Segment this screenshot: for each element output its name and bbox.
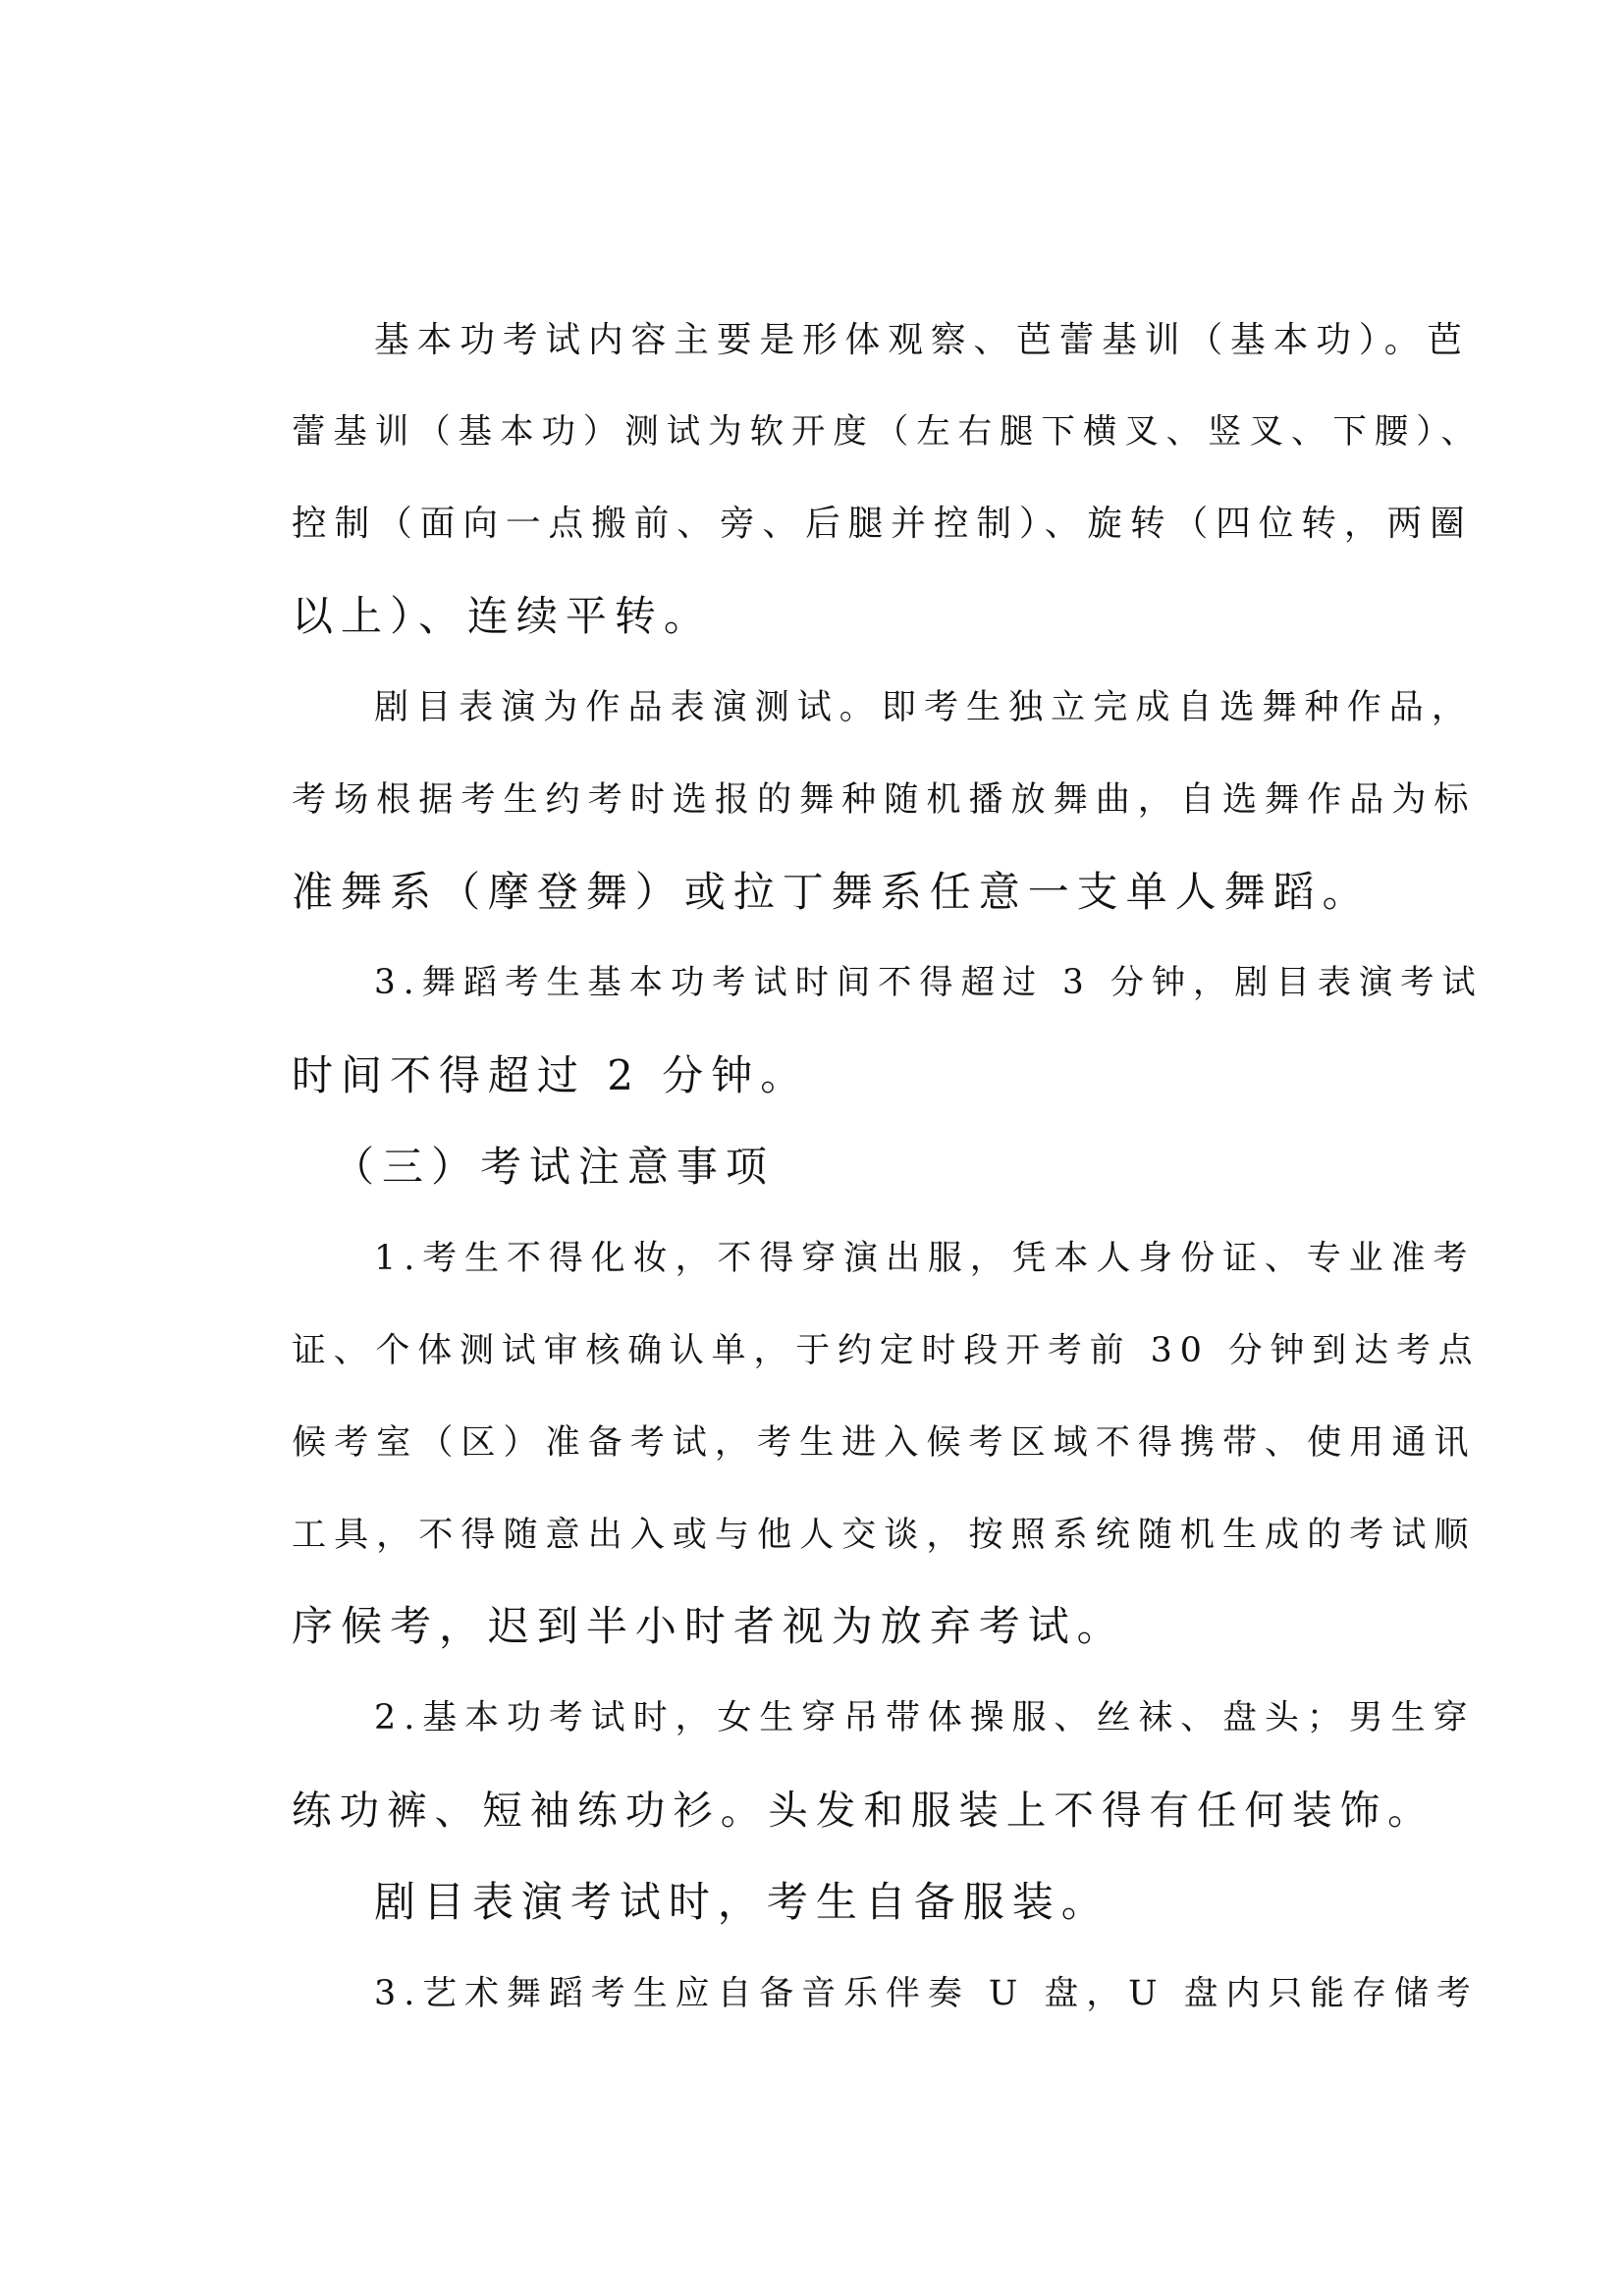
text-line: 2.基本功考试时，女生穿吊带体操服、丝袜、盘头；男生穿 [374, 1697, 1476, 1737]
text-line: 序候考，迟到半小时者视为放弃考试。 [292, 1602, 1126, 1651]
text-line: 工具，不得随意出入或与他人交谈，按照系统随机生成的考试顺 [292, 1514, 1477, 1555]
text-line: 3.舞蹈考生基本功考试时间不得超过 3 分钟，剧目表演考试 [374, 963, 1484, 1003]
heading-text: （三）考试注意事项 [333, 1143, 775, 1192]
text-line: 时间不得超过 2 分钟。 [292, 1050, 810, 1099]
text-line: 考场根据考生约考时选报的舞种随机播放舞曲，自选舞作品为标 [292, 778, 1477, 820]
text-line: 基本功考试内容主要是形体观察、芭蕾基训（基本功）。芭 [374, 320, 1470, 360]
paragraph-time-limit [209, 937, 1484, 1121]
paragraph-notice-1 [209, 1213, 1481, 1673]
paragraph-notice-2 [209, 1673, 1476, 1856]
text-line: 3.艺术舞蹈考生应自备音乐伴奏 U 盘，U 盘内只能存储考 [374, 1973, 1479, 2013]
paragraph-basic-skills [209, 294, 1483, 662]
text-line: 蕾基训（基本功）测试为软开度（左右腿下横叉、竖叉、下腰）、 [292, 411, 1483, 452]
text-line: 控制（面向一点搬前、旁、后腿并控制）、旋转（四位转，两圈 [292, 504, 1473, 545]
text-line: 1.考生不得化妆，不得穿演出服，凭本人身份证、专业准考 [374, 1238, 1476, 1278]
text-line: 练功裤、短袖练功衫。头发和服装上不得有任何装饰。 [292, 1786, 1435, 1834]
paragraph-repertoire [209, 662, 1477, 937]
text-line: 准舞系（摩登舞）或拉丁舞系任意一支单人舞蹈。 [292, 867, 1372, 916]
section-heading [209, 1121, 1427, 1213]
text-line: 剧目表演考试时，考生自备服装。 [374, 1878, 1110, 1927]
text-line: 以上）、连续平转。 [292, 591, 713, 640]
text-line: 候考室（区）准备考试，考生进入候考区域不得携带、使用通讯 [292, 1422, 1477, 1464]
text-line: 剧目表演为作品表演测试。即考生独立完成自选舞种作品， [374, 687, 1474, 728]
text-line: 证、个体测试审核确认单，于约定时段开考前 30 分钟到达考点 [292, 1330, 1481, 1370]
paragraph-notice-3 [209, 1949, 1479, 2041]
document-body [209, 294, 1484, 2040]
paragraph-costume [209, 1856, 1427, 1949]
